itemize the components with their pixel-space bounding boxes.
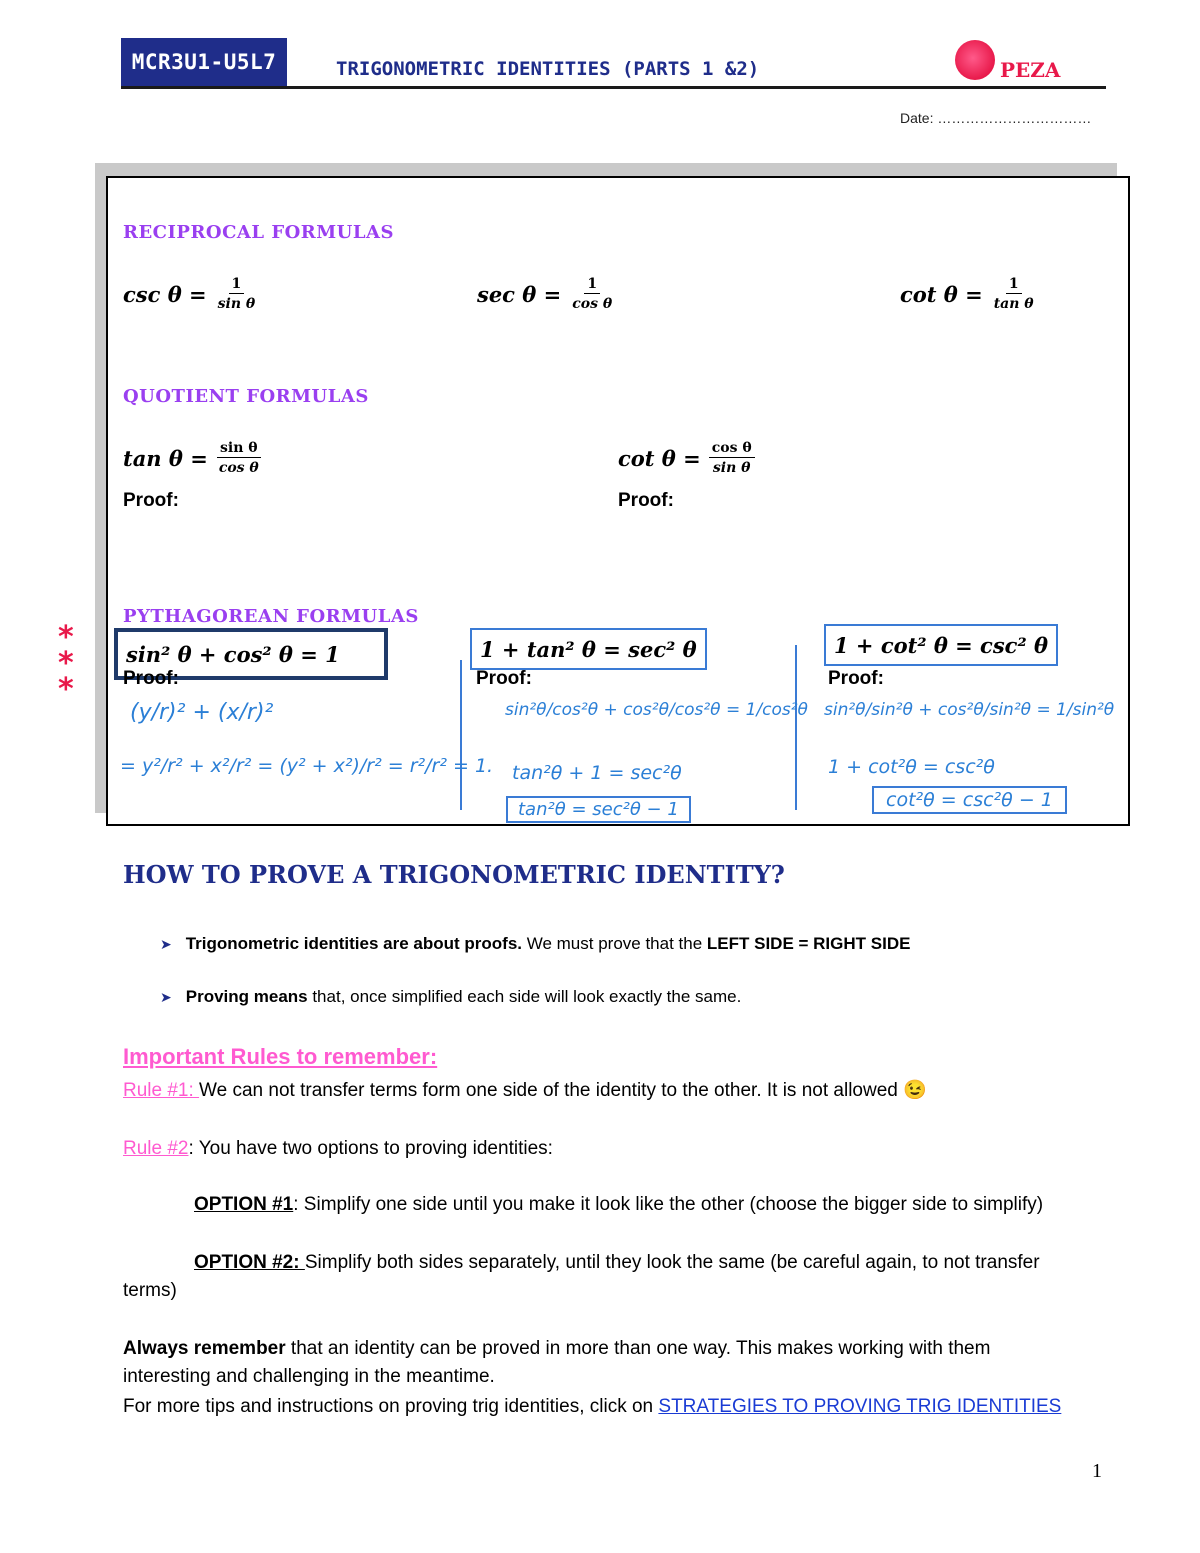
formula-pythagorean-1: sin² θ + cos² θ = 1 bbox=[114, 628, 388, 680]
proof-label-pyth-2: Proof: bbox=[476, 668, 532, 689]
document-title: TRIGONOMETRIC IDENTITIES (PARTS 1 &2) bbox=[336, 58, 760, 80]
formula-pythagorean-3: 1 + cot² θ = csc² θ bbox=[824, 624, 1058, 666]
pythagorean-heading: PYTHAGOREAN FORMULAS bbox=[123, 606, 419, 627]
formula-cot-reciprocal: cot θ = $\frac{1}{\text{tan θ}}$ bbox=[900, 276, 1034, 313]
handwritten-proof-1-line-2: = y²/r² + x²/r² = (y² + x²)/r² = r²/r² = 1. bbox=[120, 755, 494, 777]
reciprocal-heading: RECIPROCAL FORMULAS bbox=[123, 222, 394, 243]
option-2: OPTION #2: Simplify both sides separately, until they look the same (be careful again, to not transfer terms) bbox=[123, 1252, 1040, 1301]
logo-text: PEZA bbox=[1000, 58, 1061, 82]
handwritten-proof-2-line-1: sin²θ/cos²θ + cos²θ/cos²θ = 1/cos²θ bbox=[505, 700, 808, 720]
rules-heading: Important Rules to remember: bbox=[123, 1044, 438, 1069]
proof-label-pyth-3: Proof: bbox=[828, 668, 884, 689]
proof-label-cot: Proof: bbox=[618, 490, 674, 511]
how-to-prove-heading: HOW TO PROVE A TRIGONOMETRIC IDENTITY? bbox=[123, 860, 785, 889]
handwritten-proof-3-line-2: 1 + cot²θ = csc²θ bbox=[828, 756, 995, 778]
formula-tan-quotient: tan θ = $\frac{\text{sin θ}}{\text{cos θ}}$ bbox=[123, 440, 259, 477]
column-divider-1 bbox=[460, 660, 462, 810]
importance-stars: * * * bbox=[58, 620, 74, 707]
handwritten-proof-3-result: cot²θ = csc²θ − 1 bbox=[872, 786, 1067, 814]
bullet-1: ➤ Trigonometric identities are about proofs. We must prove that the LEFT SIDE = RIGHT SIDE bbox=[160, 934, 911, 953]
proof-label-tan: Proof: bbox=[123, 490, 179, 511]
handwritten-proof-1-line-1: (y/r)² + (x/r)² bbox=[130, 700, 274, 725]
formula-pythagorean-2: 1 + tan² θ = sec² θ bbox=[470, 628, 707, 670]
quotient-heading: QUOTIENT FORMULAS bbox=[123, 386, 369, 407]
arrow-bullet-icon: ➤ bbox=[160, 988, 172, 1005]
rule-1-label: Rule #1: bbox=[123, 1080, 200, 1101]
heart-logo-icon bbox=[955, 40, 995, 80]
formula-cot-quotient: cot θ = $\frac{\text{cos θ}}{\text{sin θ}}$ bbox=[618, 440, 755, 476]
formula-sec: sec θ = $\frac{1}{\text{cos θ}}$ bbox=[477, 276, 613, 313]
proof-label-pyth-1: Proof: bbox=[123, 668, 179, 689]
formula-csc: csc θ = $\frac{1}{\text{sin θ}}$ bbox=[123, 276, 256, 313]
always-remember-paragraph: Always remember that an identity can be proved in more than one way. This makes working with them interesting and challenging in the meantime. bbox=[123, 1338, 991, 1387]
bullet-2: ➤ Proving means that, once simplified each side will look exactly the same. bbox=[160, 987, 742, 1006]
tips-paragraph: For more tips and instructions on proving trig identities, click on STRATEGIES TO PROVING TRIG IDENTITIES bbox=[123, 1396, 1062, 1417]
wink-emoji-icon: 😉 bbox=[903, 1080, 927, 1101]
handwritten-proof-2-result: tan²θ = sec²θ − 1 bbox=[506, 796, 691, 823]
rule-1: Rule #1: We can not transfer terms form one side of the identity to the other. It is not allowed 😉 bbox=[123, 1080, 927, 1101]
handwritten-proof-3-line-1: sin²θ/sin²θ + cos²θ/sin²θ = 1/sin²θ bbox=[824, 700, 1115, 720]
column-divider-2 bbox=[795, 645, 797, 810]
handwritten-proof-2-line-2: tan²θ + 1 = sec²θ bbox=[512, 762, 682, 784]
option-1: OPTION #1: Simplify one side until you make it look like the other (choose the bigger side to simplify) bbox=[194, 1194, 1044, 1215]
arrow-bullet-icon: ➤ bbox=[160, 935, 172, 952]
page-number: 1 bbox=[1092, 1460, 1102, 1482]
rule-2-label: Rule #2 bbox=[123, 1138, 189, 1159]
course-code: MCR3U1-U5L7 bbox=[121, 38, 287, 86]
header-divider bbox=[121, 86, 1106, 89]
date-field: Date: …………………………… bbox=[900, 110, 1092, 126]
rule-2: Rule #2: You have two options to proving identities: bbox=[123, 1138, 553, 1159]
strategies-link[interactable]: STRATEGIES TO PROVING TRIG IDENTITIES bbox=[658, 1396, 1062, 1417]
